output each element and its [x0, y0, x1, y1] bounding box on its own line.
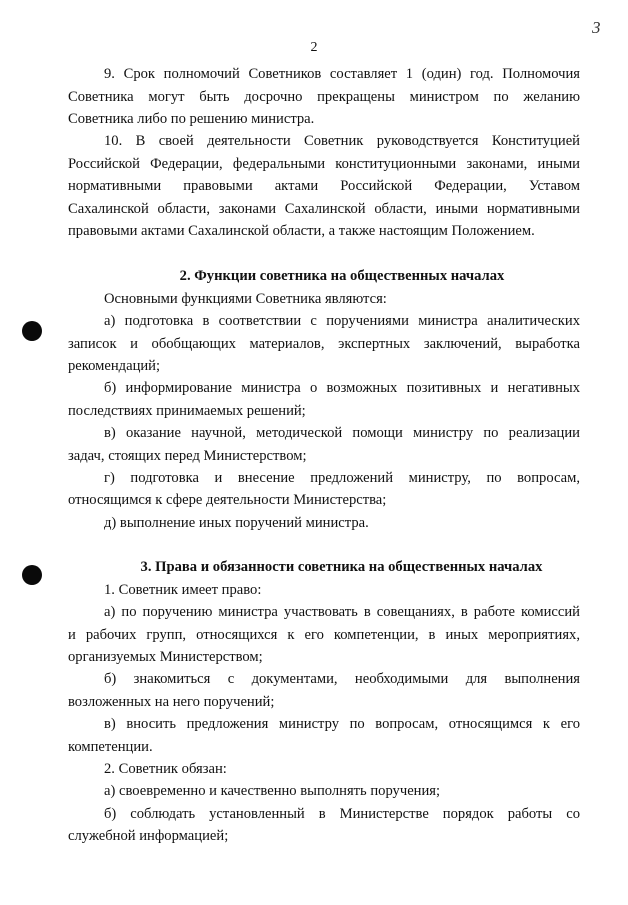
rights-item-v-line: в) вносить предложения министру по вопросам, относящимся к его [104, 716, 580, 732]
rights-item-a-line: а) по поручению министра участвовать в совещаниях, в работе комиссий [104, 604, 580, 620]
section-2-heading: 2. Функции советника на общественных началах [179, 268, 505, 284]
paragraph-9-line: Советника могут быть досрочно прекращены министром по желанию [68, 89, 580, 105]
duties-intro: 2. Советник обязан: [104, 761, 227, 777]
function-item-v-line: задач, стоящих перед Министерством; [68, 448, 307, 464]
function-item-a-line: а) подготовка в соответствии с поручениями министра аналитических [104, 313, 580, 329]
paragraph-10-line: 10. В своей деятельности Советник руководствуется Конституцией [104, 133, 580, 149]
paragraph-9-line: Советника либо по решению министра. [68, 111, 315, 127]
function-item-v-line: в) оказание научной, методической помощи министру по реализации [104, 425, 580, 441]
paragraph-9-line: 9. Срок полномочий Советников составляет 1 (один) год. Полномочия [104, 66, 580, 82]
paragraph-10-line: нормативными правовыми актами Российской Федерации, Уставом [68, 178, 580, 194]
rights-item-b-line: возложенных на него поручений; [68, 694, 275, 710]
page-number: 2 [310, 40, 318, 55]
section-3-heading: 3. Права и обязанности советника на общественных началах [140, 559, 543, 575]
rights-item-b-line: б) знакомиться с документами, необходимыми для выполнения [104, 671, 580, 687]
function-item-b-line: последствиях принимаемых решений; [68, 403, 306, 419]
rights-intro: 1. Советник имеет право: [104, 582, 262, 598]
duties-item-b-line: б) соблюдать установленный в Министерстве порядок работы со [104, 806, 580, 822]
function-item-b-line: б) информирование министра о возможных позитивных и негативных [104, 380, 580, 396]
paragraph-10-line: правовыми актами Сахалинской области, а также настоящим Положением. [68, 223, 535, 239]
paragraph-10-line: Российской Федерации, федеральными конституционными законами, иными [68, 156, 580, 172]
rights-item-a-line: и рабочих групп, относящихся к его компетенции, в иных мероприятиях, [68, 627, 580, 643]
duties-item-b-line: служебной информацией; [68, 828, 229, 844]
section-2-intro: Основными функциями Советника являются: [104, 291, 387, 307]
rights-item-v-line: компетенции. [68, 739, 153, 755]
punch-hole [22, 565, 42, 585]
function-item-d: д) выполнение иных поручений министра. [104, 515, 369, 531]
rights-item-a-line: организуемых Министерством; [68, 649, 263, 665]
handwritten-page-mark: 3 [592, 18, 601, 37]
punch-hole [22, 321, 42, 341]
function-item-a-line: рекомендаций; [68, 358, 161, 374]
duties-item-a: а) своевременно и качественно выполнять поручения; [104, 783, 441, 799]
function-item-a-line: записок и обобщающих материалов, экспертных заключений, выработка [68, 336, 580, 352]
paragraph-10-line: Сахалинской области, законами Сахалинской области, иными нормативными [68, 201, 580, 217]
function-item-g-line: г) подготовка и внесение предложений министру, по вопросам, [104, 470, 580, 486]
function-item-g-line: относящимся к сфере деятельности Министерства; [68, 492, 387, 508]
